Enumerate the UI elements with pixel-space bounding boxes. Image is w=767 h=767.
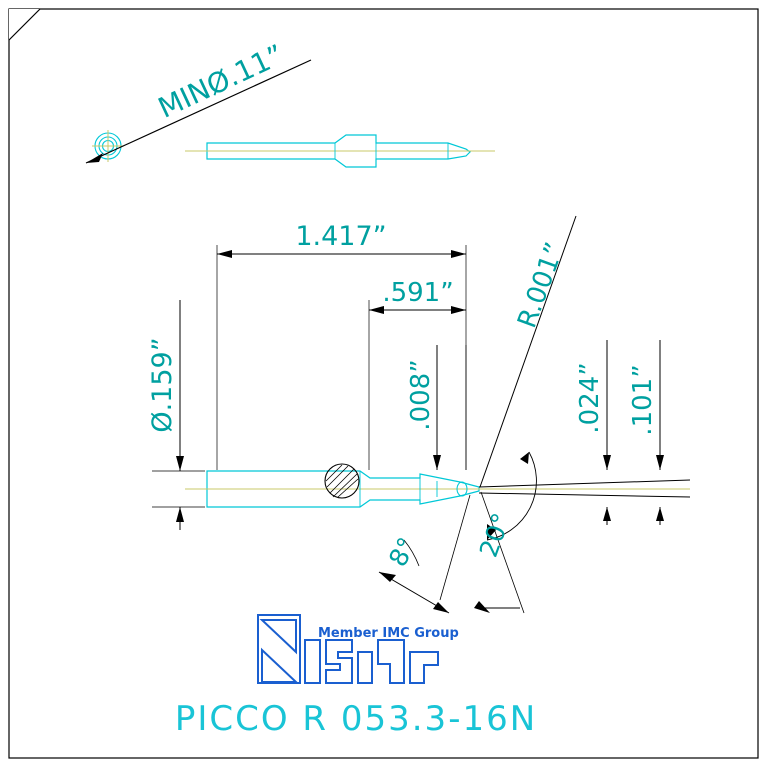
dim-overall-length: [217, 221, 466, 470]
dim-tip-length: [628, 340, 664, 525]
dim-tip-length-label: .101”: [628, 364, 658, 436]
dim-tip-width: [575, 340, 611, 525]
dim-lead-angle-label: 20°: [473, 509, 517, 561]
dim-nose-height: [406, 345, 466, 470]
logo-member-text: Member IMC Group: [318, 626, 459, 641]
dim-clearance-angle: [379, 495, 470, 613]
section-ball: [325, 464, 359, 498]
dim-lead-angle: [474, 452, 537, 613]
dim-clearance-angle-label: 8°: [383, 532, 422, 572]
top-view: [86, 60, 495, 167]
dim-tip-width-label: .024”: [575, 362, 605, 434]
dim-shank-diameter: [147, 300, 205, 530]
dim-corner-radius-label: R.001”: [512, 238, 571, 332]
dim-cutting-length-label: .591”: [382, 278, 454, 308]
top-tool-profile: [185, 135, 495, 167]
drawing-title: PICCO R 053.3-16N: [174, 699, 538, 739]
min-bore-note-label: MINØ.11”: [153, 38, 289, 125]
dim-corner-radius: [480, 216, 576, 487]
iscar-logo: [258, 615, 459, 683]
dim-nose-height-label: .008”: [406, 359, 436, 431]
main-tool-profile: [185, 464, 690, 507]
dim-overall-length-label: 1.417”: [295, 221, 387, 252]
dim-shank-diameter-label: Ø.159”: [147, 337, 178, 433]
